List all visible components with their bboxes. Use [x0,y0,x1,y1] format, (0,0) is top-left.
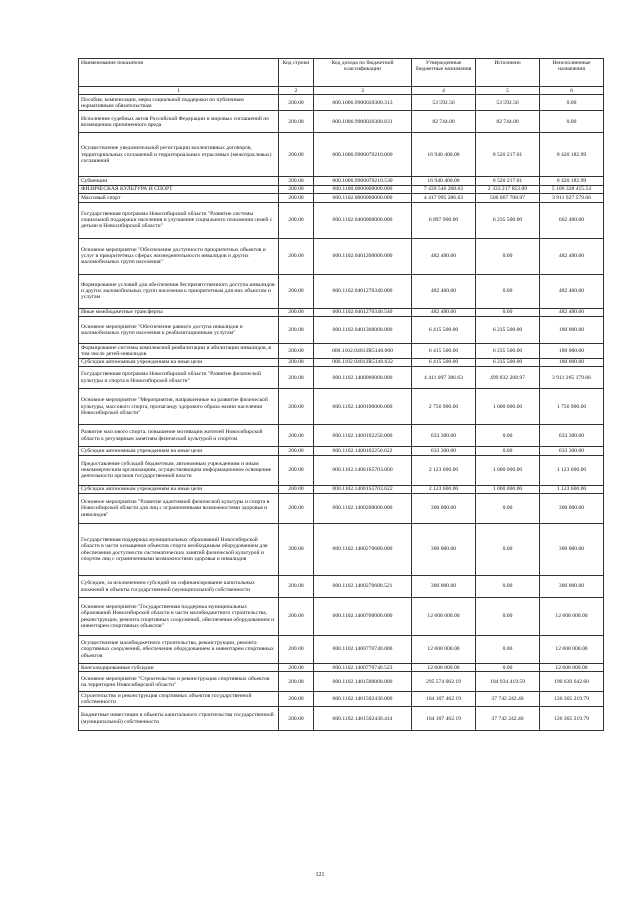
row-unexecuted: 1 123 600.00 [540,485,604,493]
row-line-code: 200.00 [279,524,314,576]
row-indicator-name: Государственная программа Новосибирской области "Развитие системы социальной поддержки населения и улучшение социального положения семей с детьми в Новосибирской области" [79,202,279,238]
row-indicator-name: Осуществление малобюджетного строительства, реконструкции, ремонта спортивных сооружений, обеспечение оборудованием и инвентарем спортивных объектов [79,636,279,664]
row-unexecuted: 180 000.00 [540,358,604,366]
row-executed: 1 000 000.00 [476,389,540,425]
table-row [79,111,604,133]
row-executed: 0.00 [476,598,540,636]
row-executed: 37 742 242.40 [476,692,540,707]
row-approved: 6 897 900.00 [412,202,476,238]
row-indicator-name: Основное мероприятие "Обеспечение доступности приоритетных объектов и услуг в приоритетных сферах жизнедеятельности инвалидов и других маломобильных групп населения" [79,238,279,274]
row-unexecuted: 482 400.00 [540,274,604,308]
row-approved: 4 417 995 286.63 [412,194,476,202]
row-approved: 6 415 500.00 [412,344,476,359]
row-line-code: 200.00 [279,177,314,185]
row-approved: 300 000.00 [412,576,476,598]
header-unexecuted: Неисполненные назначения [540,59,604,87]
row-unexecuted: 180 000.00 [540,317,604,344]
row-unexecuted: 3 911 927 579.66 [540,194,604,202]
row-executed: 0.00 [476,425,540,447]
row-budget-code: 000.1102.1400270680.521 [314,576,412,598]
row-line-code: 200.00 [279,707,314,731]
row-budget-code: 000.1006.9900070210.530 [314,177,412,185]
row-budget-code: 000.1102.14001S5703.000 [314,455,412,485]
row-executed: 6 235 500.00 [476,202,540,238]
row-approved: 482 400.00 [412,238,476,274]
row-indicator-name: Субсидии автономным учреждениям на иные цели [79,447,279,455]
row-executed: 6 235 500.00 [476,317,540,344]
row-line-code: 200.00 [279,308,314,316]
report-page [78,58,604,731]
row-budget-code: 000.1100.0000000000.000 [314,185,412,193]
row-unexecuted: 633 300.00 [540,425,604,447]
row-unexecuted: 1 756 900.00 [540,389,604,425]
row-unexecuted: 12 608 000.00 [540,664,604,672]
row-indicator-name: Пособия, компенсации, меры социальной поддержки по публичным нормативным обязательствам [79,95,279,111]
row-budget-code: 000.1102.0000000000.000 [314,194,412,202]
row-approved: 7 439 546 268.63 [412,185,476,193]
row-line-code: 200.00 [279,185,314,193]
row-unexecuted: 12 608 000.00 [540,598,604,636]
table-body [79,95,604,731]
row-line-code: 200.00 [279,194,314,202]
row-budget-code: 000.1102.1400700000.000 [314,598,412,636]
row-approved: 82 744.00 [412,111,476,133]
header-indicator-name: Наименование показателя [79,59,279,87]
row-budget-code: 000.1102.1400200000.000 [314,494,412,524]
table-row [79,202,604,238]
row-approved: 2 123 600.00 [412,455,476,485]
table-row [79,636,604,664]
row-budget-code: 000.1102.1401502430.000 [314,692,412,707]
row-approved: 295 574 062.19 [412,672,476,692]
row-indicator-name: Массовый спорт [79,194,279,202]
row-budget-code: 000.1102.1400770740.523 [314,664,412,672]
page-number: 121 [315,872,325,878]
column-number: 1 [79,87,279,95]
table-row [79,447,604,455]
row-line-code: 200.00 [279,447,314,455]
row-unexecuted: 190 639 642.60 [540,672,604,692]
row-line-code: 200.00 [279,317,314,344]
column-number: 5 [476,87,540,95]
row-indicator-name: Субвенции [79,177,279,185]
column-number: 6 [540,87,604,95]
row-executed: 506 067 708.97 [476,194,540,202]
row-executed: 82 744.00 [476,111,540,133]
row-budget-code: 000.1102.1401500000.000 [314,672,412,692]
row-line-code: 200.00 [279,598,314,636]
row-unexecuted: 0.00 [540,95,604,111]
row-executed: 0.00 [476,494,540,524]
row-approved: 300 000.00 [412,494,476,524]
header-approved: Утвержденные бюджетные назначения [412,59,476,87]
table-row [79,274,604,308]
row-executed: 0.00 [476,524,540,576]
row-line-code: 200.00 [279,576,314,598]
row-executed: 8 520 217.01 [476,177,540,185]
row-approved: 482 400.00 [412,274,476,308]
row-unexecuted: 180 000.00 [540,344,604,359]
table-row [79,598,604,636]
table-row [79,358,604,366]
row-approved: 2 123 600.00 [412,485,476,493]
row-executed: 8 520 217.01 [476,133,540,177]
row-unexecuted: 1 123 600.00 [540,455,604,485]
row-indicator-name: Основное мероприятие "Обеспечение равного доступа инвалидов и маломобильных групп населения к реабилитационным услугам" [79,317,279,344]
row-line-code: 200.00 [279,274,314,308]
row-line-code: 200.00 [279,636,314,664]
row-unexecuted: 300 000.00 [540,494,604,524]
table-row [79,238,604,274]
row-approved: 482 400.00 [412,308,476,316]
row-unexecuted: 482 400.00 [540,308,604,316]
table-row [79,524,604,576]
column-number-row [79,87,604,95]
row-approved: 6 415 500.00 [412,317,476,344]
table-row [79,692,604,707]
row-budget-code: 000.1102.14001S5703.622 [314,485,412,493]
row-indicator-name: Основное мероприятие "Мероприятия, направленные на развитие физической культуры, массового спорта, пропаганду здорового образа жизни населения Новосибирской области" [79,389,279,425]
row-approved: 6 415 500.00 [412,358,476,366]
row-approved: 53 592.56 [412,95,476,111]
column-number: 4 [412,87,476,95]
row-line-code: 200.00 [279,672,314,692]
table-row [79,317,604,344]
row-unexecuted: 662 400.00 [540,202,604,238]
row-budget-code: 000.1102.0401300000.000 [314,317,412,344]
row-executed: 0.00 [476,636,540,664]
row-unexecuted: 126 365 219.79 [540,707,604,731]
column-number: 3 [314,87,412,95]
row-approved: 4 411 097 386.63 [412,367,476,389]
table-row [79,367,604,389]
row-executed: 104 934 419.59 [476,672,540,692]
row-executed: 0.00 [476,238,540,274]
row-budget-code: 000.1102.1400102250.000 [314,425,412,447]
row-executed: 6 235 500.00 [476,344,540,359]
table-row [79,344,604,359]
row-budget-code: 000.1102.0401200000.000 [314,238,412,274]
row-unexecuted: 12 608 000.00 [540,636,604,664]
row-line-code: 200.00 [279,494,314,524]
row-executed: 37 742 242.40 [476,707,540,731]
row-line-code: 200.00 [279,202,314,238]
row-unexecuted: 8 420 182.99 [540,133,604,177]
row-unexecuted: 300 000.00 [540,524,604,576]
row-unexecuted: 482 400.00 [540,238,604,274]
table-row [79,177,604,185]
table-row [79,194,604,202]
row-budget-code: 000.1102.1400100000.000 [314,389,412,425]
row-approved: 633 300.00 [412,425,476,447]
table-row [79,485,604,493]
row-budget-code: 000.1006.9900020380.831 [314,111,412,133]
row-budget-code: 000.1102.1400000000.000 [314,367,412,389]
table-header-row [79,59,604,87]
row-indicator-name: Иные межбюджетные трансферты [79,308,279,316]
table-row [79,707,604,731]
header-budget-code: Код дохода по бюджетной классификации [314,59,412,87]
row-executed: 0.00 [476,576,540,598]
row-indicator-name: Исполнение судебных актов Российской Федерации и мировых соглашений по возмещению причиненного вреда [79,111,279,133]
row-line-code: 200.00 [279,95,314,111]
row-budget-code: 000.1102.0401270340.000 [314,274,412,308]
row-executed: 1 000 000.00 [476,455,540,485]
row-line-code: 200.00 [279,389,314,425]
row-executed: 0.00 [476,274,540,308]
table-row [79,672,604,692]
row-indicator-name: Основное мероприятие "Развитие адаптивной физической культуры и спорта в Новосибирской области для лиц с ограниченными возможностями здоровья и инвалидов" [79,494,279,524]
row-executed: 499 832 208.97 [476,367,540,389]
row-line-code: 200.00 [279,485,314,493]
row-budget-code: 000.1006.9900070210.000 [314,133,412,177]
row-budget-code: 000.1102.1401502430.414 [314,707,412,731]
row-budget-code: 000.1102.04013R5140.000 [314,344,412,359]
row-unexecuted: 3 911 265 179.66 [540,367,604,389]
table-row [79,425,604,447]
row-indicator-name: Бюджетные инвестиции в объекты капитального строительства государственной (муниципальной) собственности [79,707,279,731]
row-approved: 633 300.00 [412,447,476,455]
row-line-code: 200.00 [279,344,314,359]
header-executed: Исполнено [476,59,540,87]
row-budget-code: 000.1102.04013R5140.622 [314,358,412,366]
row-executed: 0.00 [476,447,540,455]
row-line-code: 200.00 [279,238,314,274]
row-approved: 12 608 000.00 [412,636,476,664]
row-indicator-name: Субсидии автономным учреждениям на иные цели [79,358,279,366]
row-executed: 6 235 500.00 [476,358,540,366]
table-row [79,185,604,193]
row-budget-code: 000.1102.0401270340.540 [314,308,412,316]
row-line-code: 200.00 [279,133,314,177]
row-approved: 16 940 400.00 [412,133,476,177]
table-row [79,494,604,524]
row-line-code: 200.00 [279,111,314,133]
row-line-code: 200.00 [279,455,314,485]
table-row [79,576,604,598]
row-indicator-name: Государственная программа Новосибирской области "Развитие физической культуры и спорта в Новосибирской области" [79,367,279,389]
table-row [79,455,604,485]
table-row [79,95,604,111]
row-approved: 16 940 400.00 [412,177,476,185]
row-line-code: 200.00 [279,692,314,707]
row-indicator-name: Субсидии, за исключением субсидий на софинансирование капитальных вложений в объекты государственной (муниципальной) собственности [79,576,279,598]
row-indicator-name: Государственная поддержка муниципальных образований Новосибирской области в части оснащения объектов спорта необходимым оборудованием для обеспечения доступности систематических занятий физической культурой и спортом лиц с ограниченными возможностями здоровья и инвалидов [79,524,279,576]
row-indicator-name: Формирование условий для обеспечения беспрепятственного доступа инвалидов и других маломобильных групп населения к приоритетным для них объектам и услугам [79,274,279,308]
row-line-code: 200.00 [279,367,314,389]
row-approved: 12 608 000.00 [412,598,476,636]
row-indicator-name: Осуществление уведомительной регистрации коллективных договоров, территориальных соглашений и территориальных отраслевых (межотраслевых) соглашений [79,133,279,177]
table-row [79,664,604,672]
row-indicator-name: Предоставление субсидий бюджетным, автономным учреждениям и иным некоммерческим организациям, осуществляющим информационное освещение деятельности органов государственной власти [79,455,279,485]
row-indicator-name: Строительство и реконструкция спортивных объектов государственной собственности [79,692,279,707]
row-unexecuted: 300 000.00 [540,576,604,598]
row-indicator-name: Основное мероприятие "Строительство и реконструкция спортивных объектов на территории Новосибирской области" [79,672,279,692]
row-unexecuted: 8 420 182.99 [540,177,604,185]
row-unexecuted: 633 300.00 [540,447,604,455]
column-number: 2 [279,87,314,95]
row-unexecuted: 126 365 219.79 [540,692,604,707]
row-indicator-name: ФИЗИЧЕСКАЯ КУЛЬТУРА И СПОРТ [79,185,279,193]
row-executed: 0.00 [476,664,540,672]
row-executed: 2 333 217 853.09 [476,185,540,193]
row-line-code: 200.00 [279,425,314,447]
row-indicator-name: Формирование системы комплексной реабилитации и абилитации инвалидов, в том числе детей-инвалидов [79,344,279,359]
row-approved: 164 107 462.19 [412,692,476,707]
row-budget-code: 000.1006.9900020380.313 [314,95,412,111]
row-executed: 1 000 000.00 [476,485,540,493]
table-row [79,308,604,316]
row-budget-code: 000.1102.1400770740.000 [314,636,412,664]
row-executed: 0.00 [476,308,540,316]
row-indicator-name: Основное мероприятие "Государственная поддержка муниципальных образований Новосибирской области в части малобюджетного строительства, реконструкции, ремонта спортивных сооружений, обеспечения оборудованием и инвентарем спортивных объектов" [79,598,279,636]
row-budget-code: 000.1102.0400000000.000 [314,202,412,238]
row-approved: 2 756 900.00 [412,389,476,425]
budget-execution-table [78,58,604,731]
table-row [79,389,604,425]
table-row [79,133,604,177]
row-indicator-name: Субсидии автономным учреждениям на иные цели [79,485,279,493]
row-line-code: 200.00 [279,664,314,672]
row-approved: 12 608 000.00 [412,664,476,672]
header-line-code: Код строки [279,59,314,87]
row-budget-code: 000.1102.1400270680.000 [314,524,412,576]
row-unexecuted: 0.00 [540,111,604,133]
row-indicator-name: Консолидированные субсидии [79,664,279,672]
row-indicator-name: Развитие массового спорта, повышение мотивации жителей Новосибирской области к регулярным занятиям физической культурой и спортом [79,425,279,447]
row-approved: 164 107 462.19 [412,707,476,731]
row-line-code: 200.00 [279,358,314,366]
row-executed: 53 592.56 [476,95,540,111]
row-approved: 300 000.00 [412,524,476,576]
row-budget-code: 000.1102.1400102250.622 [314,447,412,455]
row-unexecuted: 5 106 328 415.54 [540,185,604,193]
